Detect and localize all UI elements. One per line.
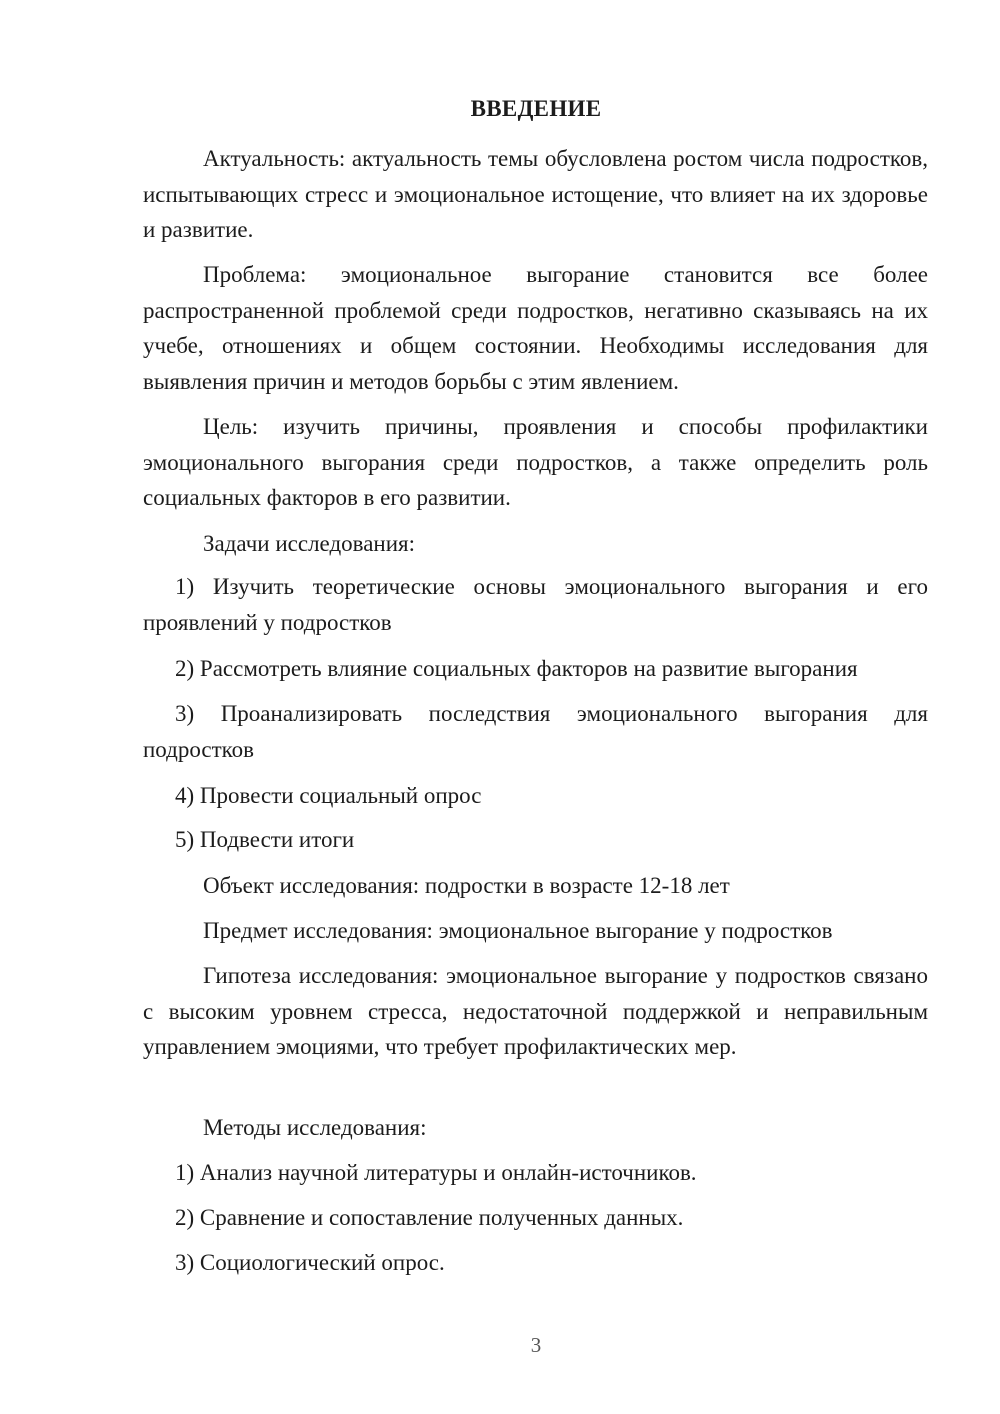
task-item-3: 3) Проанализировать последствия эмоционального выгорания для подростков: [143, 701, 928, 762]
method-item-2: 2) Сравнение и сопоставление полученных данных.: [175, 1205, 684, 1230]
section-title: ВВЕДЕНИЕ: [470, 96, 602, 121]
method-item-3: 3) Социологический опрос.: [175, 1250, 445, 1275]
goal-paragraph: Цель: изучить причины, проявления и способы профилактики эмоционального выгорания среди подростков, а также определить роль социальных факторов в его развитии.: [143, 414, 928, 510]
method-item-1: 1) Анализ научной литературы и онлайн-источников.: [175, 1160, 697, 1185]
task-item-5: 5) Подвести итоги: [175, 827, 355, 852]
tasks-heading: Задачи исследования:: [203, 531, 416, 556]
problem-paragraph: Проблема: эмоциональное выгорание становится все более распространенной проблемой среди подростков, негативно сказываясь на их учебе, отношениях и общем состоянии. Необходимы исследования для выявления причин и методов борьбы с этим явлением.: [143, 262, 928, 394]
task-item-2: 2) Рассмотреть влияние социальных факторов на развитие выгорания: [175, 656, 858, 681]
task-item-4: 4) Провести социальный опрос: [175, 783, 482, 808]
subject-line: Предмет исследования: эмоциональное выгорание у подростков: [203, 918, 833, 943]
task-item-1: 1) Изучить теоретические основы эмоционального выгорания и его проявлений у подростков: [143, 574, 928, 635]
relevance-paragraph: Актуальность: актуальность темы обусловлена ростом числа подростков, испытывающих стресс и эмоциональное истощение, что влияет на их здоровье и развитие.: [143, 146, 928, 242]
methods-heading: Методы исследования:: [203, 1115, 427, 1140]
object-line: Объект исследования: подростки в возрасте 12-18 лет: [203, 873, 730, 898]
page-number: 3: [530, 1333, 542, 1357]
hypothesis-paragraph: Гипотеза исследования: эмоциональное выгорание у подростков связано с высоким уровнем стресса, недостаточной поддержкой и неправильным управлением эмоциями, что требует профилактических мер.: [143, 963, 928, 1059]
